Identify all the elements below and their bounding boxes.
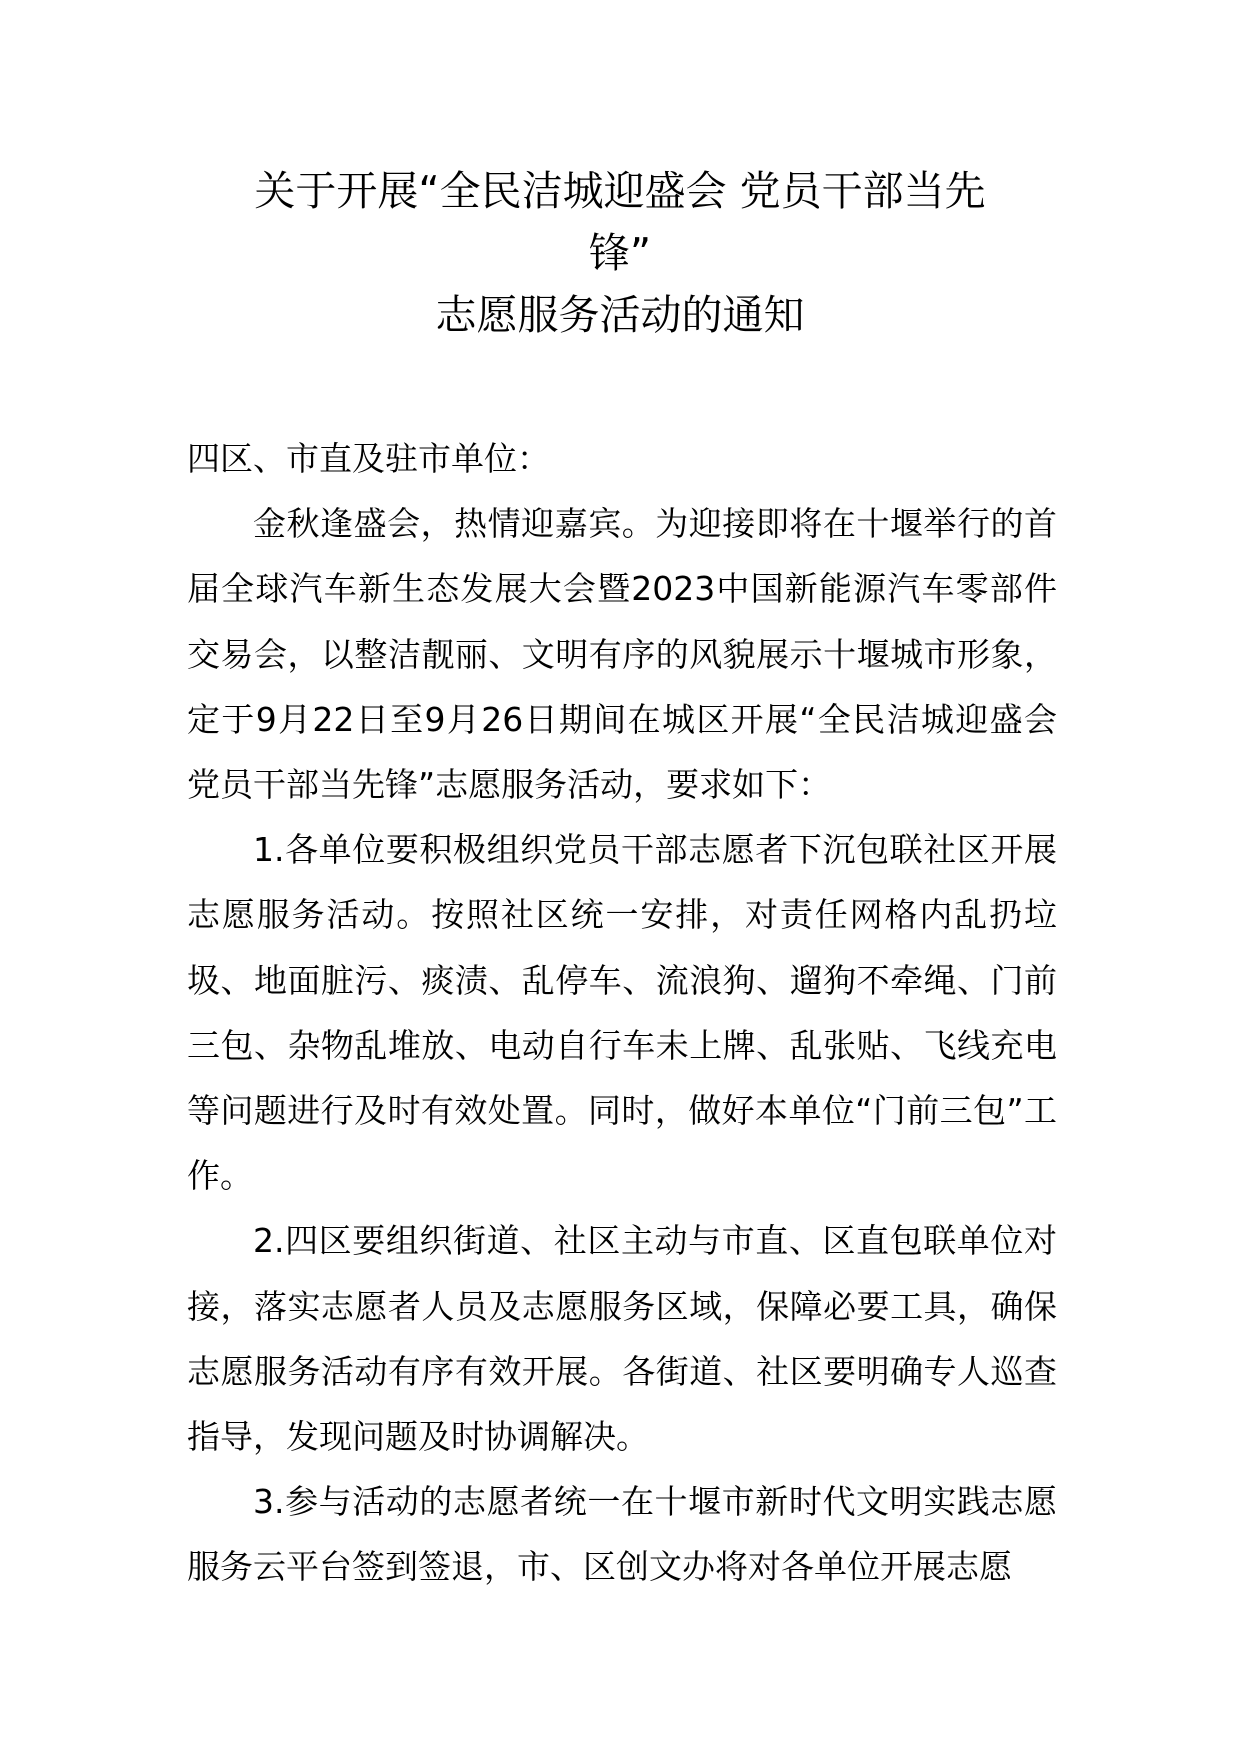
salutation: 四区、市直及驻市单位： [187,439,550,478]
paragraph-item-3: 3.参与活动的志愿者统一在十堰市新时代文明实践志愿服务云平台签到签退，市、区创文办将对各单位开展志愿 [187,1482,1057,1587]
paragraph-item-2: 2.四区要组织街道、社区主动与市直、区直包联单位对接，落实志愿者人员及志愿服务区域，保障必要工具，确保志愿服务活动有序有效开展。各街道、社区要明确专人巡查指导，发现问题及时协调解决。 [187,1221,1057,1457]
title-line-3: 志愿服务活动的通知 [435,291,805,339]
paragraph-intro: 金秋逢盛会，热情迎嘉宾。为迎接即将在十堰举行的首届全球汽车新生态发展大会暨2023中国新能源汽车零部件交易会，以整洁靓丽、文明有序的风貌展示十堰城市形象，定于9月22日至9月26日期间在城区开展“全民洁城迎盛会 党员干部当先锋”志愿服务活动，要求如下： [187,504,1057,805]
document-body [187,426,1057,1600]
paragraph-item-1: 1.各单位要积极组织党员干部志愿者下沉包联社区开展志愿服务活动。按照社区统一安排，对责任网格内乱扔垃圾、地面脏污、痰渍、乱停车、流浪狗、遛狗不牵绳、门前三包、杂物乱堆放、电动自行车未上牌、乱张贴、飞线充电等问题进行及时有效处置。同时，做好本单位“门前三包”工作。 [187,830,1057,1196]
title-line-1: 关于开展“全民洁城迎盛会 党员干部当先 [254,167,986,215]
document-title [200,160,1040,346]
title-line-2: 锋” [588,229,652,277]
